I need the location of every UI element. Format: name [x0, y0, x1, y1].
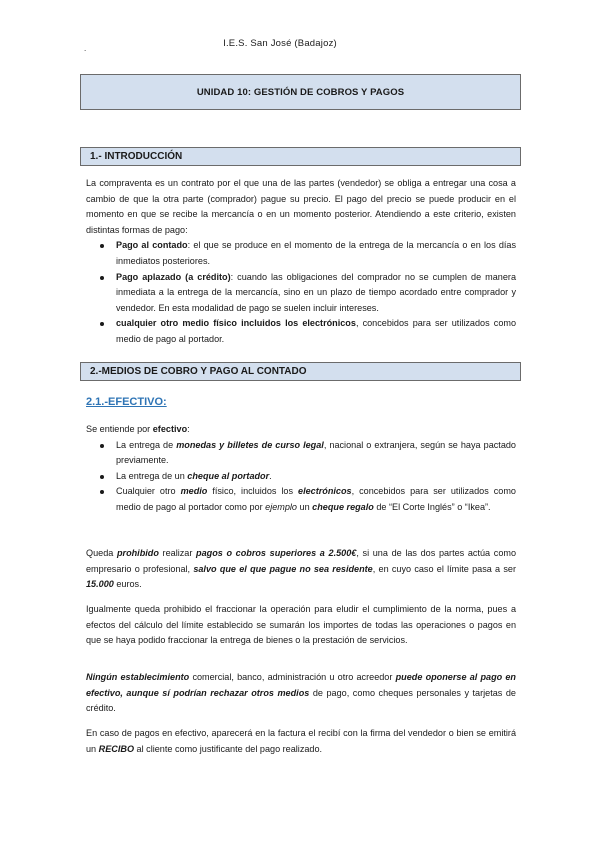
intro-paragraph: La compraventa es un contrato por el que una de las partes (vendedor) se obliga a entregar una cosa a cambio de que la otra parte (comprador) pague su precio. El pago del precio se puede producir en el momento en que se recibe la mercancía o en un momento posterior. Atendiendo a este criterio, existen distintas formas de pago: [86, 178, 516, 235]
section-heading-medios: 2.-MEDIOS DE COBRO Y PAGO AL CONTADO [80, 362, 521, 381]
section-heading-introduccion: 1.- INTRODUCCIÓN [80, 147, 521, 166]
unit-title: UNIDAD 10: GESTIÓN DE COBROS Y PAGOS [80, 74, 521, 110]
oposicion-paragraph: Ningún establecimiento comercial, banco, administración u otro acreedor puede oponerse al pago en efectivo, aunque sí podrían rechazar otros medios de pago, como cheques personales y tarjetas de crédito. [86, 672, 516, 714]
efectivo-block [86, 422, 516, 516]
recibo-paragraph: En caso de pagos en efectivo, aparecerá en la factura el recibí con la firma del vendedor o bien se emitirá un RECIBO al cliente como justificante del pago realizado. [86, 728, 516, 754]
list-item: Pago al contado: el que se produce en el momento de la entrega de la mercancía o en los días inmediatos posteriores. [86, 238, 516, 269]
list-item: La entrega de un cheque al portador. [86, 469, 516, 485]
introduction-block [86, 176, 516, 348]
efectivo-list [86, 438, 516, 516]
list-item: Cualquier otro medio físico, incluidos los electrónicos, concebidos para ser utilizados como medio de pago al portador como por ejemplo un cheque regalo de “El Corte Inglés” o “Ikea”. [86, 484, 516, 515]
list-item: La entrega de monedas y billetes de curso legal, nacional o extranjera, según se haya pactado previamente. [86, 438, 516, 469]
header-dot: . [84, 44, 87, 53]
limit-paragraph: Queda prohibido realizar pagos o cobros superiores a 2.500€, si una de las dos partes actúa como empresario o profesional, salvo que el que pague no sea residente, en cuyo caso el límite pasa a ser 15.000 euros. [86, 548, 517, 590]
payment-forms-list [86, 238, 516, 347]
list-item: Pago aplazado (a crédito): cuando las obligaciones del comprador no se cumplen de manera inmediata a la entrega de la mercancía, sino en un plazo de tiempo acordado entre comprador y vendedor. En esta modalidad de pago se suelen incluir intereses. [86, 270, 516, 317]
page-header [0, 38, 600, 49]
list-item: cualquier otro medio físico incluidos los electrónicos, concebidos para ser utilizados como medio de pago al portador. [86, 316, 516, 347]
fraccionar-paragraph: Igualmente queda prohibido el fraccionar la operación para eludir el cumplimiento de la norma, pues a efectos del cálculo del límite establecido se sumarán los importes de todas las operaciones o pagos en que se haya podido fraccionar la entrega de bienes o la prestación de servicios. [86, 604, 516, 646]
school-name: I.E.S. San José (Badajoz) [223, 38, 337, 49]
subsection-heading-efectivo: 2.1.-EFECTIVO: [86, 396, 167, 408]
efectivo-lead: Se entiende por efectivo: [86, 424, 190, 434]
